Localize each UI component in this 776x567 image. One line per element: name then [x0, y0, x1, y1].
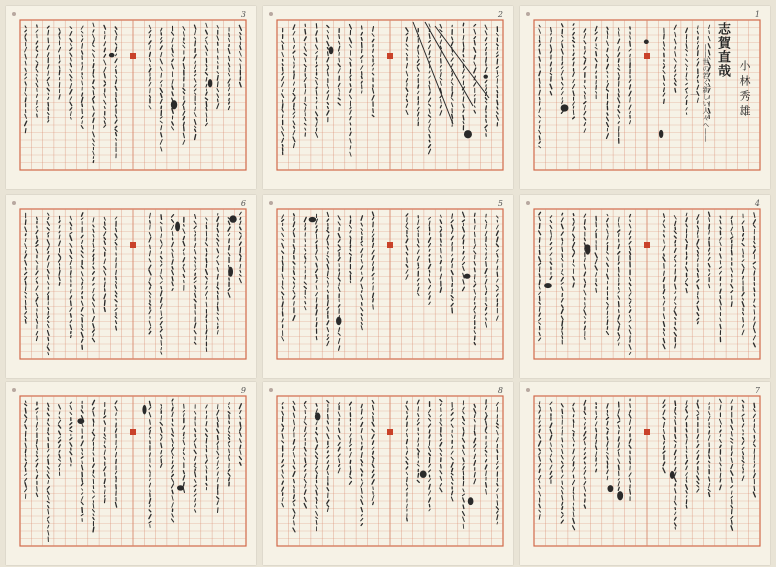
punch-mark: [12, 388, 16, 392]
genko-grid: [520, 382, 770, 565]
page-number: 3: [240, 10, 246, 19]
manuscript-page: [6, 382, 256, 565]
manuscript-page: [263, 382, 513, 565]
manuscript-page: [6, 6, 256, 189]
manuscript-page: [520, 382, 770, 565]
punch-mark: [269, 201, 273, 205]
punch-mark: [12, 12, 16, 16]
page-number: 2: [497, 10, 503, 19]
page-number: 9: [240, 386, 246, 395]
chapter-mark: 一: [690, 91, 700, 101]
genko-grid: [520, 195, 770, 378]
page-number: 1: [754, 10, 760, 19]
punch-mark: [526, 201, 530, 205]
page-number: 7: [754, 386, 760, 395]
manuscript-author: 小林秀雄: [738, 60, 751, 120]
punch-mark: [269, 12, 273, 16]
manuscript-title: 志賀直哉: [715, 22, 730, 78]
genko-grid: [263, 6, 513, 189]
manuscript-page: [263, 195, 513, 378]
manuscript-page: [520, 195, 770, 378]
punch-mark: [12, 201, 16, 205]
manuscript-subtitle: ——世の若く新しい人々へ——: [702, 44, 710, 142]
page-number: 4: [754, 199, 760, 208]
punch-mark: [526, 388, 530, 392]
page-number: 6: [240, 199, 246, 208]
punch-mark: [269, 388, 273, 392]
genko-grid: [263, 382, 513, 565]
manuscript-page: [263, 6, 513, 189]
manuscript-page: [6, 195, 256, 378]
genko-grid: [263, 195, 513, 378]
genko-grid: [6, 382, 256, 565]
page-number: 8: [497, 386, 503, 395]
punch-mark: [526, 12, 530, 16]
genko-grid: [520, 6, 770, 189]
manuscript-page: [520, 6, 770, 189]
genko-grid: [6, 195, 256, 378]
genko-grid: [6, 6, 256, 189]
page-number: 5: [497, 199, 503, 208]
